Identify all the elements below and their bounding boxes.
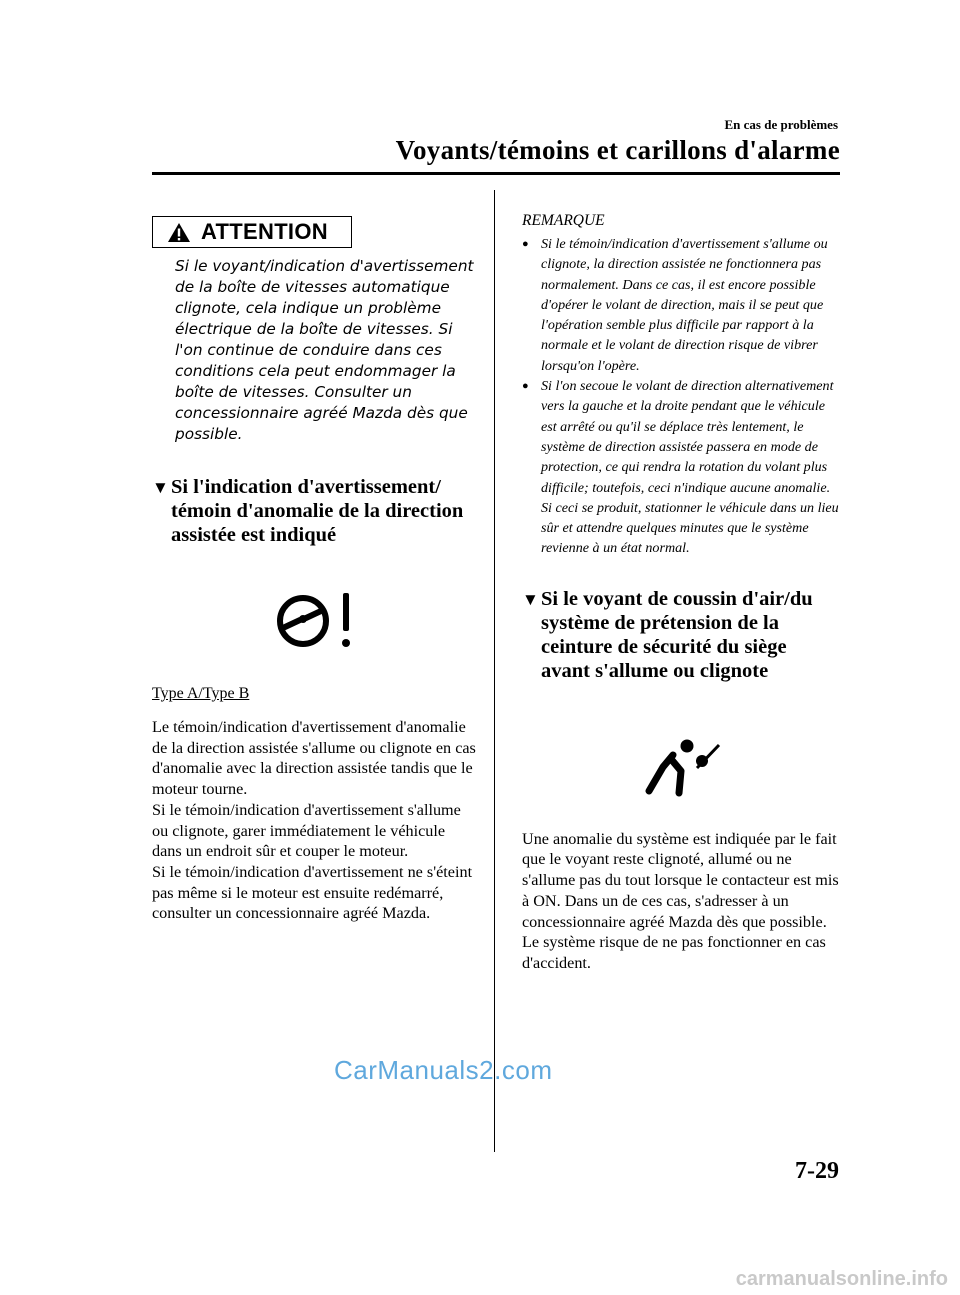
paragraph: Si le témoin/indication d'avertissement ne s'éteint pas même si le moteur est ensuite redémarré, consulter un concessionnaire agréé Mazda. [152, 862, 473, 923]
bullet-icon: ● [522, 380, 529, 393]
column-divider [494, 190, 495, 1152]
watermark: CarManuals2.com [334, 1055, 553, 1085]
list-item [522, 376, 840, 559]
subheading-type: Type A/Type B [152, 685, 250, 702]
chapter-label: En cas de problèmes [724, 117, 838, 132]
right-column [522, 212, 840, 974]
paragraph: Une anomalie du système est indiquée par le fait que le voyant reste clignoté, allumé ou ne s'allume pas du tout lorsque le contacteur est mis à ON. Dans un de ces cas, s'adresser à un concessionnaire agréé Mazda dès que possible. Le système risque de ne pas fonctionner en cas d'accident. [522, 829, 839, 972]
section-heading-airbag [522, 587, 840, 683]
paragraph: Si le témoin/indication d'avertissement s'allume ou clignote, garer immédiatement le véhicule dans un endroit sûr et couper le moteur. [152, 800, 461, 861]
page-title: Voyants/témoins et carillons d'alarme [395, 135, 840, 165]
warning-triangle-icon [167, 222, 191, 243]
attention-label: ATTENTION [201, 219, 328, 244]
remark-label: REMARQUE [522, 212, 605, 229]
section-heading-text: Si le voyant de coussin d'air/du système de prétension de la ceinture de sécurité du siège avant s'allume ou clignote [541, 587, 813, 682]
remark-text: Si le témoin/indication d'avertissement s'allume ou clignote, la direction assistée ne fonctionnera pas normalement. Dans ce cas, il est encore possible d'opérer le volant de direction, mais il se peut que l'opération semble plus difficile par rapport à la normale et le volant de direction risque de vibrer lorsqu'on l'opère. [541, 236, 828, 374]
section-marker-icon: ▼ [522, 589, 539, 609]
section-marker-icon: ▼ [152, 478, 169, 497]
remark-text: Si l'on secoue le volant de direction alternativement vers la gauche et la droite pendant que le véhicule est arrêté ou qu'il se déplace très lentement, le système de direction assistée passera en mode de protection, ce qui rendra la rotation du volant plus difficile; toutefois, ceci n'indique aucune anomalie. Si ceci se produit, stationner le véhicule dans un lieu sûr et attendre quelques minutes que le système revienne à un état normal. [541, 378, 839, 557]
steering-icon-wrap [152, 591, 478, 651]
bullet-icon: ● [522, 238, 529, 250]
airbag-icon-wrap [522, 737, 840, 799]
section-heading-steering [152, 475, 478, 547]
attention-box [152, 216, 352, 248]
remark-list [522, 234, 840, 559]
airbag-icon [641, 737, 721, 799]
body-text-steering [152, 717, 478, 924]
page-number: 7-29 [795, 1158, 839, 1184]
steering-warning-icon [267, 591, 363, 651]
paragraph: Le témoin/indication d'avertissement d'anomalie de la direction assistée s'allume ou clignote en cas d'anomalie avec la direction assistée tandis que le moteur tourne. [152, 718, 476, 799]
list-item [522, 234, 840, 376]
attention-text: Si le voyant/indication d'avertissement de la boîte de vitesses automatique clignote, cela indique un problème électrique de la boîte de vitesses. Si l'on continue de conduire dans ces conditions cela peut endommager la boîte de vitesses. Consulter un concessionnaire agréé Mazda dès que possible. [175, 257, 474, 443]
section-heading-text: Si l'indication d'avertissement/ témoin d'anomalie de la direction assistée est indiqué [171, 476, 464, 546]
left-column [152, 216, 478, 924]
header-divider [152, 172, 840, 175]
body-text-airbag [522, 829, 840, 974]
watermark: carmanualsonline.info [735, 1268, 948, 1290]
